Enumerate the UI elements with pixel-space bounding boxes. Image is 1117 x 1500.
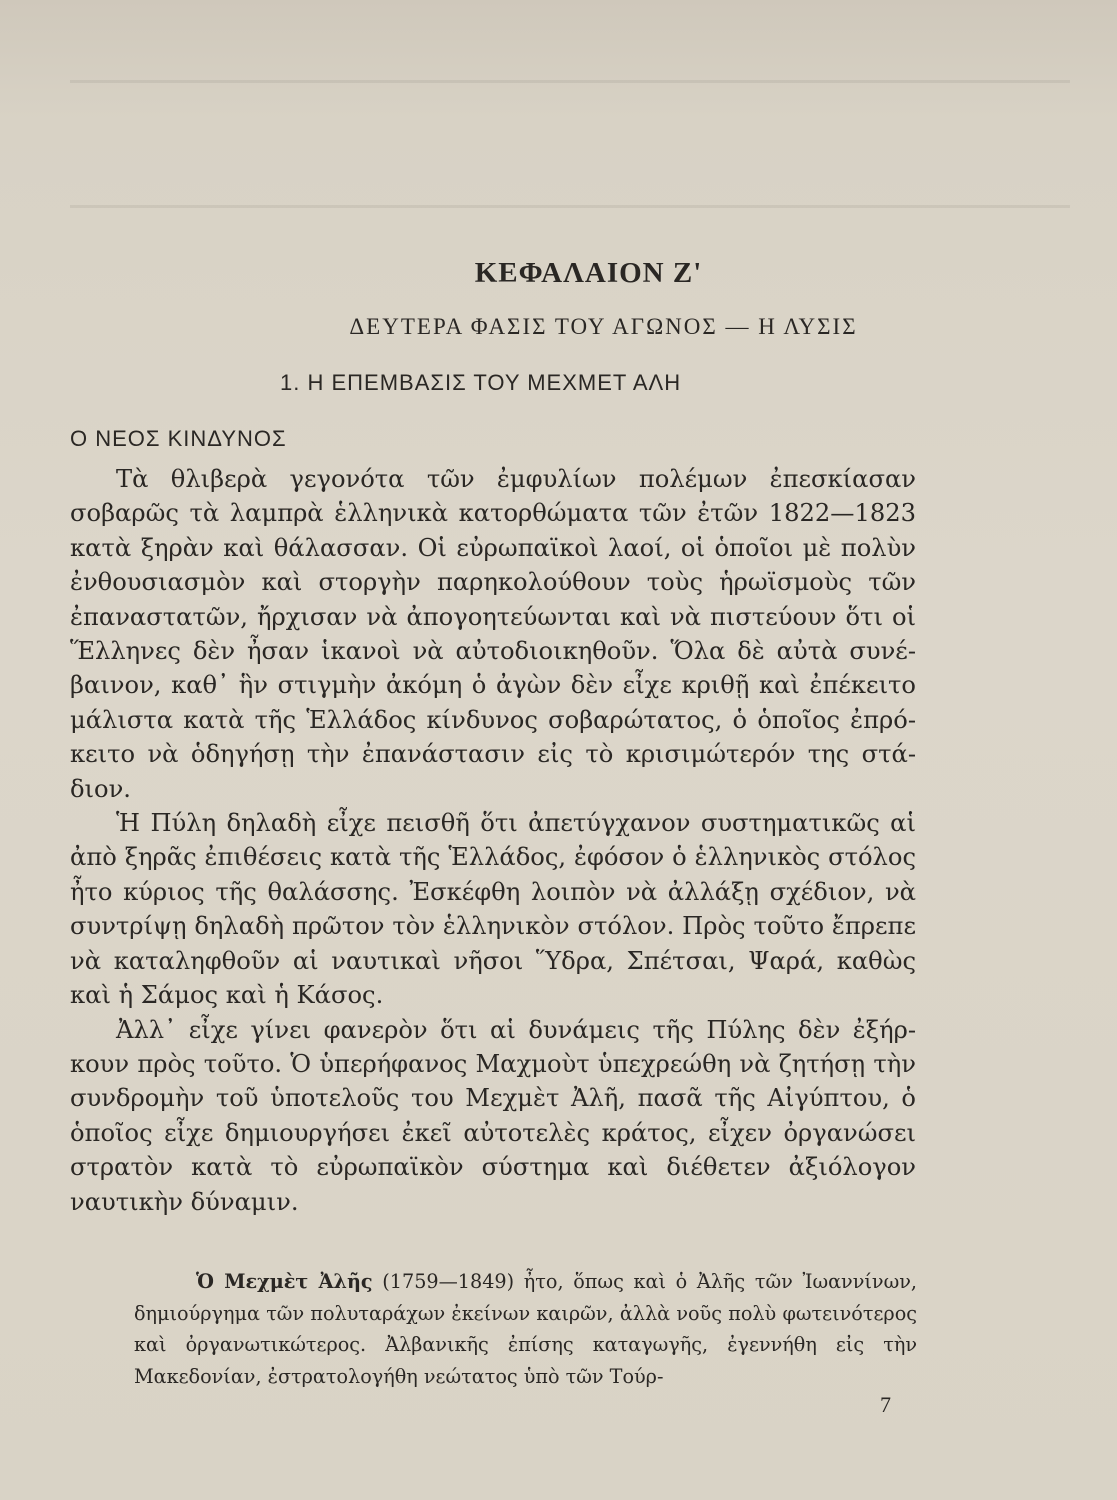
part-title: ΔΕΥΤΕΡΑ ΦΑΣΙΣ ΤΟΥ ΑΓΩΝΟΣ — Η ΛΥΣΙΣ — [349, 314, 858, 339]
footnote-text: (1759—1849) ἦτο, ὅπως καὶ ὁ Ἀλῆς τῶν Ἰωαννίνων, δημιούργημα τῶν πολυταράχων ἐκείνων καιρῶν, ἀλλὰ νοῦς πολὺ φωτεινότερος καὶ ὀργανωτικώτερος. Ἀλβανικῆς ἐπίσης καταγωγῆς, ἐγεννήθη εἰς τὴν Μακεδονίαν, ἐστρατολογήθη νεώτατος ὑπὸ τῶν Τούρ- — [134, 1270, 917, 1388]
paragraph: Ἡ Πύλη δηλαδὴ εἶχε πεισθῆ ὅτι ἀπετύγχανον συστηματικῶς αἱ ἀπὸ ξηρᾶς ἐπιθέσεις κατὰ τῆς Ἑλλάδος, ἐφόσον ὁ ἑλληνικὸς στόλος ἦτο κύριος τῆς θαλάσσης. Ἐσκέφθη λοιπὸν νὰ ἀλλάξῃ σχέδιον, νὰ συντρίψῃ δηλαδὴ πρῶτον τὸν ἑλληνικὸν στόλον. Πρὸς τοῦτο ἔπρεπε νὰ καταληφθοῦν αἱ ναυτικαὶ νῆσοι Ὕδρα, Σπέτσαι, Ψαρά, καθὼς καὶ ἡ Σάμος καὶ ἡ Κάσος. — [70, 809, 916, 1010]
paragraph: Ἀλλ᾽ εἶχε γίνει φανερὸν ὅτι αἱ δυνάμεις τῆς Πύλης δὲν ἐξήρκουν πρὸς τοῦτο. Ὁ ὑπερήφανος Μαχμοὺτ ὑπεχρεώθη νὰ ζητήσῃ τὴν συνδρομὴν τοῦ ὑποτελοῦς του Μεχμὲτ Ἀλῆ, πασᾶ τῆς Αἰγύπτου, ὁ ὁποῖος εἶχε δημιουργήσει ἐκεῖ αὐτοτελὲς κράτος, εἶχεν ὀργανώσει στρατὸν κατὰ τὸ εὐρωπαϊκὸν σύστημα καὶ διέθετεν ἀξιόλογον ναυτικὴν δύναμιν. — [70, 1015, 916, 1216]
show-through-texture — [70, 20, 1070, 220]
footnote-name: Ὁ Μεχμὲτ Ἀλῆς — [196, 1270, 373, 1293]
page-number: 7 — [880, 1392, 891, 1417]
section-title: 1. Η ΕΠΕΜΒΑΣΙΣ ΤΟΥ ΜΕΧΜΕΤ ΑΛΗ — [280, 370, 682, 395]
chapter-title: ΚΕΦΑΛΑΙΟΝ Ζ' — [474, 257, 703, 289]
footnote-paragraph — [134, 1266, 917, 1392]
subheading: Ο ΝΕΟΣ ΚΙΝΔΥΝΟΣ — [70, 426, 287, 451]
footnote — [134, 1266, 917, 1392]
paragraph: Τὰ θλιβερὰ γεγονότα τῶν ἐμφυλίων πολέμων ἐπεσκίασαν σοβαρῶς τὰ λαμπρὰ ἑλληνικὰ κατορθώματα τῶν ἐτῶν 1822—1823 κατὰ ξηρὰν καὶ θάλασσαν. Οἱ εὐρωπαϊκοὶ λαοί, οἱ ὁποῖοι μὲ πολὺν ἐνθουσιασμὸν καὶ στοργὴν παρηκολούθουν τοὺς ἡρωϊσμοὺς τῶν ἐπαναστατῶν, ἤρχισαν νὰ ἀπογοητεύωνται καὶ νὰ πιστεύουν ὅτι οἱ Ἕλληνες δὲν ἦσαν ἱκανοὶ νὰ αὐτοδιοικηθοῦν. Ὅλα δὲ αὐτὰ συνέβαινον, καθ᾽ ἣν στιγμὴν ἀκόμη ὁ ἀγὼν δὲν εἶχε κριθῇ καὶ ἐπέκειτο μάλιστα κατὰ τῆς Ἑλλάδος κίνδυνος σοβαρώτατος, ὁ ὁποῖος ἐπρόκειτο νὰ ὁδηγήσῃ τὴν ἐπανάστασιν εἰς τὸ κρισιμώτερόν της στάδιον. — [70, 465, 916, 803]
body-text — [70, 462, 916, 1219]
